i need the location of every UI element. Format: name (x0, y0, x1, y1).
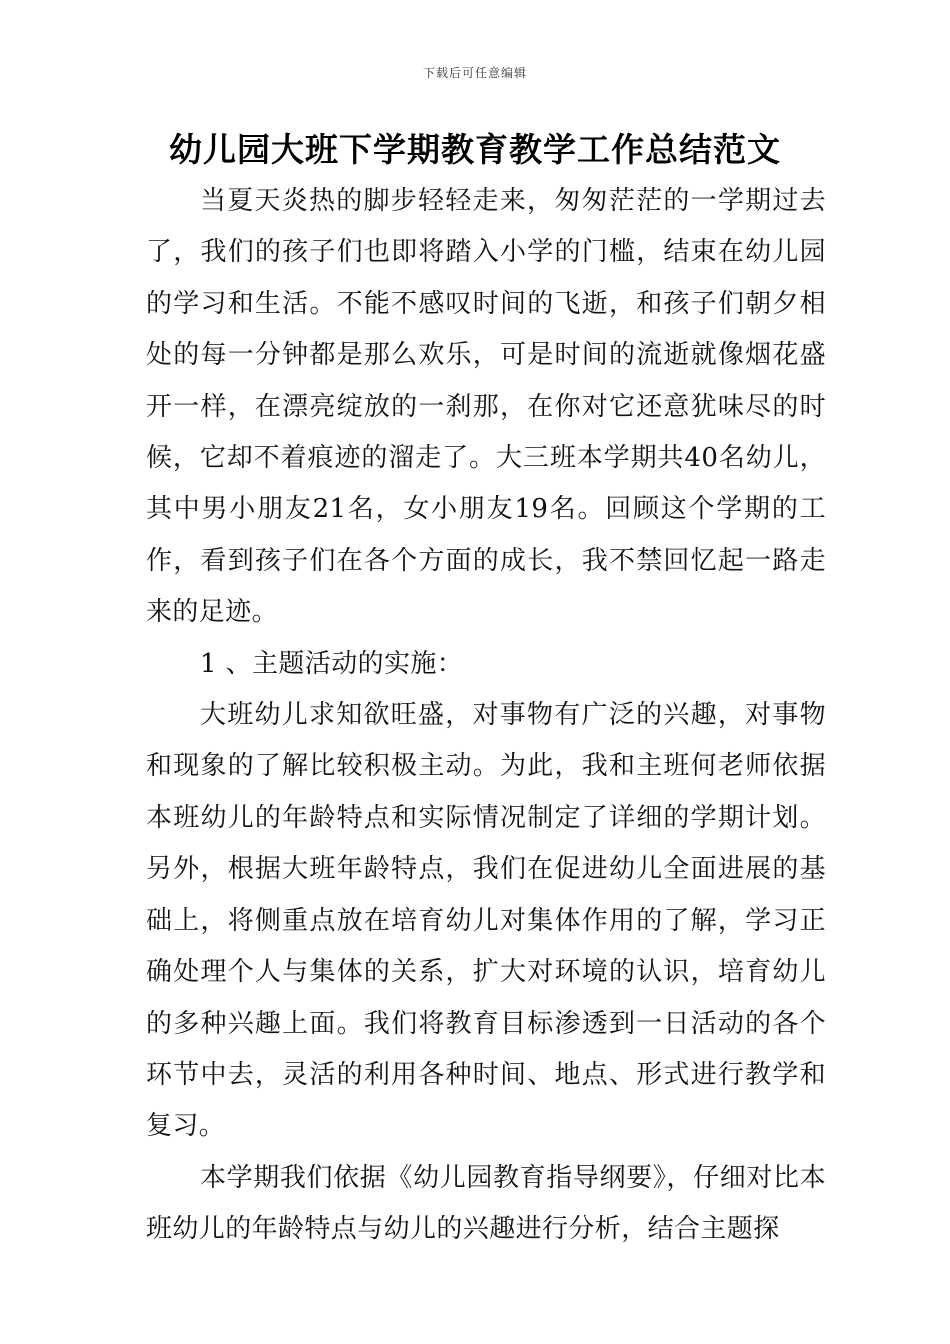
document-title: 幼儿园大班下学期教育教学工作总结范文 (169, 130, 781, 169)
section-heading: 1 、主题活动的实施： (200, 648, 464, 679)
document-body (146, 176, 826, 1256)
header-note: 下载后可任意编辑 (422, 66, 527, 80)
paragraph-intro: 当夏天炎热的脚步轻轻走来，匆匆茫茫的一学期过去了，我们的孩子们也即将踏入小学的门槛，结束在幼儿园的学习和生活。不能不感叹时间的飞逝，和孩子们朝夕相处的每一分钟都是那么欢乐，可是时间的流逝就像烟花盛开一样，在漂亮绽放的一刹那，在你对它还意犹味尽的时候，它却不着痕迹的溜走了。大三班本学期共40名幼儿，其中男小朋友21名，女小朋友19名。回顾这个学期的工作，看到孩子们在各个方面的成长，我不禁回忆起一路走来的足迹。 (146, 186, 826, 628)
paragraph-theme-activities: 大班幼儿求知欲旺盛，对事物有广泛的兴趣，对事物和现象的了解比较积极主动。为此，我和主班何老师依据本班幼儿的年龄特点和实际情况制定了详细的学期计划。另外，根据大班年龄特点，我们在促进幼儿全面进展的基础上，将侧重点放在培育幼儿对集体作用的了解，学习正确处理个人与集体的关系，扩大对环境的认识，培育幼儿的多种兴趣上面。我们将教育目标渗透到一日活动的各个环节中去，灵活的利用各种时间、地点、形式进行教学和复习。 (146, 700, 826, 1142)
paragraph-semester-plan: 本学期我们依据《幼儿园教育指导纲要》，仔细对比本班幼儿的年龄特点与幼儿的兴趣进行分析，结合主题探 (146, 1162, 826, 1245)
